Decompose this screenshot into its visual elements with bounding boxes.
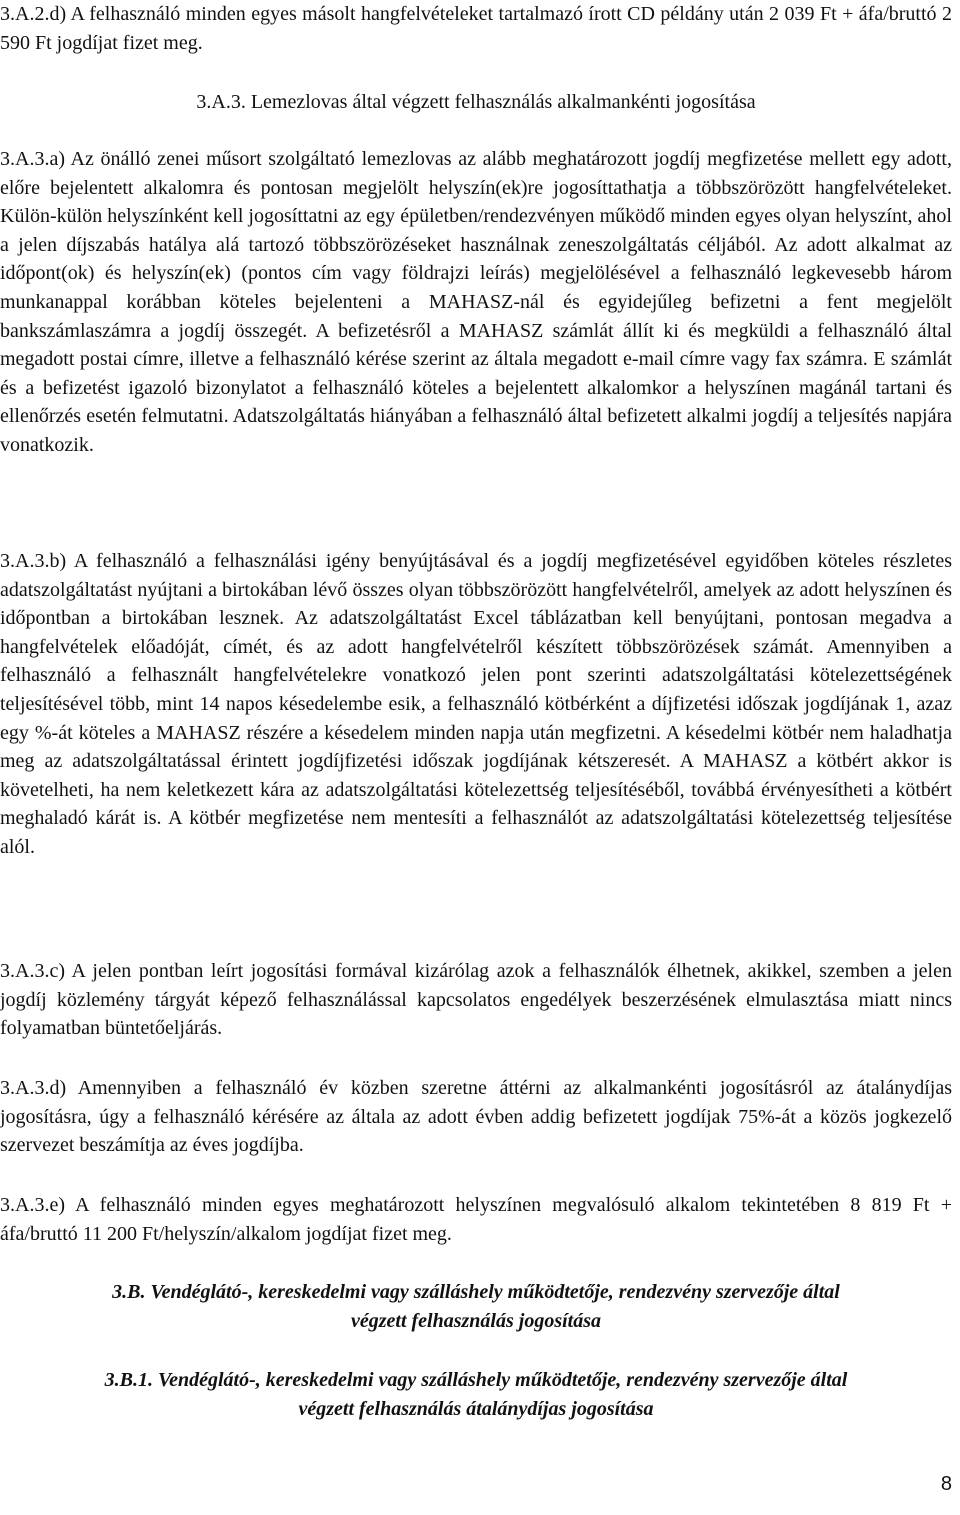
section-heading-3b1 <box>0 1366 952 1423</box>
paragraph-3a3b: 3.A.3.b) A felhasználó a felhasználási igény benyújtásával és a jogdíj megfizetésével egyidőben köteles részletes adatszolgáltatást nyújtani a birtokában lévő összes olyan többszörözött hangfelvételről, amelyek az adott helyszínen és időpontban a birtokában lesznek. Az adatszolgáltatást Excel táblázatban kell benyújtani, pontosan megadva a hangfelvételek előadóját, címét, és az adott hangfelvételről készített többszörözések számát. Amennyiben a felhasználó a felhasznált hangfelvételekre vonatkozó jelen pont szerinti adatszolgáltatási kötelezettségének teljesítésével több, mint 14 napos késedelembe esik, a felhasználó kötbérként a díjfizetési időszak jogdíjának 1, azaz egy %-át köteles a MAHASZ részére a késedelem minden napja után megfizetni. A késedelmi kötbér nem haladhatja meg az adatszolgáltatással érintett jogdíjfizetési időszak jogdíjának kétszeresét. A MAHASZ a kötbért akkor is követelheti, ha nem keletkezett kára az adatszolgáltatási kötelezettség teljesítéséből, továbbá érvényesítheti a kötbért meghaladó kárát is. A kötbér megfizetése nem mentesíti a felhasználót az adatszolgáltatási kötelezettség teljesítése alól. <box>0 550 952 858</box>
section-heading-3b-line-2: végzett felhasználás jogosítása <box>350 1309 601 1332</box>
paragraph-3a3d: 3.A.3.d) Amennyiben a felhasználó év közben szeretne áttérni az alkalmankénti jogosításról az átalánydíjas jogosításra, úgy a felhasználó kérésére az általa az adott évben addig befizetett jogdíjak 75%-át a közös jogkezelő szervezet beszámítja az éves jogdíjba. <box>0 1077 952 1157</box>
paragraph-3a3a: 3.A.3.a) Az önálló zenei műsort szolgáltató lemezlovas az alább meghatározott jogdíj megfizetése mellett egy adott, előre bejelentett alkalomra és pontosan megjelölt helyszín(ek)re jogosíttathatja a többszörözött hangfelvételeket. Külön-külön helyszínként kell jogosíttatni az egy épületben/rendezvényen működő minden egyes olyan helyszínt, ahol a jelen díjszabás hatálya alá tartozó többszörözéseket használnak zeneszolgáltatás céljából. Az adott alkalmat az időpont(ok) és helyszín(ek) (pontos cím vagy földrajzi leírás) megjelölésével a felhasználó legkevesebb három munkanappal korábban köteles bejelenteni a MAHASZ-nál és egyidejűleg befizetni a fent megjelölt bankszámlaszámra a jogdíj összegét. A befizetésről a MAHASZ számlát állít ki és megküldi a felhasználó által megadott postai címre, illetve a felhasználó kérése szerint az általa megadott e-mail címre vagy fax számra. E számlát és a befizetést igazoló bizonylatot a felhasználó köteles a bejelentett alkalomkor a helyszínen magánál tartani és ellenőrzés esetén felmutatni. Adatszolgáltatás hiányában a felhasználó által befizetett alkalmi jogdíj a teljesítés napjára vonatkozik. <box>0 148 952 456</box>
section-heading-3a3: 3.A.3. Lemezlovas által végzett felhasználás alkalmankénti jogosítása <box>196 91 756 113</box>
section-heading-3b <box>0 1278 952 1335</box>
section-heading-3b-line-1: 3.B. Vendéglátó-, kereskedelmi vagy szálláshely működtetője, rendezvény szervezője által <box>112 1281 840 1303</box>
section-heading-3b1-line-1: 3.B.1. Vendéglátó-, kereskedelmi vagy szálláshely működtetője, rendezvény szervezője által <box>104 1369 848 1391</box>
paragraph-3a3c: 3.A.3.c) A jelen pontban leírt jogosítási formával kizárólag azok a felhasználók élhetnek, akikkel, szemben a jelen jogdíj közlemény tárgyát képező felhasználással kapcsolatos engedélyek beszerzésének elmulasztása miatt nincs folyamatban büntetőeljárás. <box>0 960 952 1040</box>
section-heading-3b1-line-2: végzett felhasználás átalánydíjas jogosítása <box>298 1397 654 1420</box>
paragraph-3a3e: 3.A.3.e) A felhasználó minden egyes meghatározott helyszínen megvalósuló alkalom tekintetében 8 819 Ft + áfa/bruttó 11 200 Ft/helyszín/alkalom jogdíjat fizet meg. <box>0 1194 952 1245</box>
page-number: 8 <box>940 1473 952 1495</box>
paragraph-3a2d: 3.A.2.d) A felhasználó minden egyes másolt hangfelvételeket tartalmazó írott CD példány után 2 039 Ft + áfa/bruttó 2 590 Ft jogdíjat fizet meg. <box>0 3 952 54</box>
